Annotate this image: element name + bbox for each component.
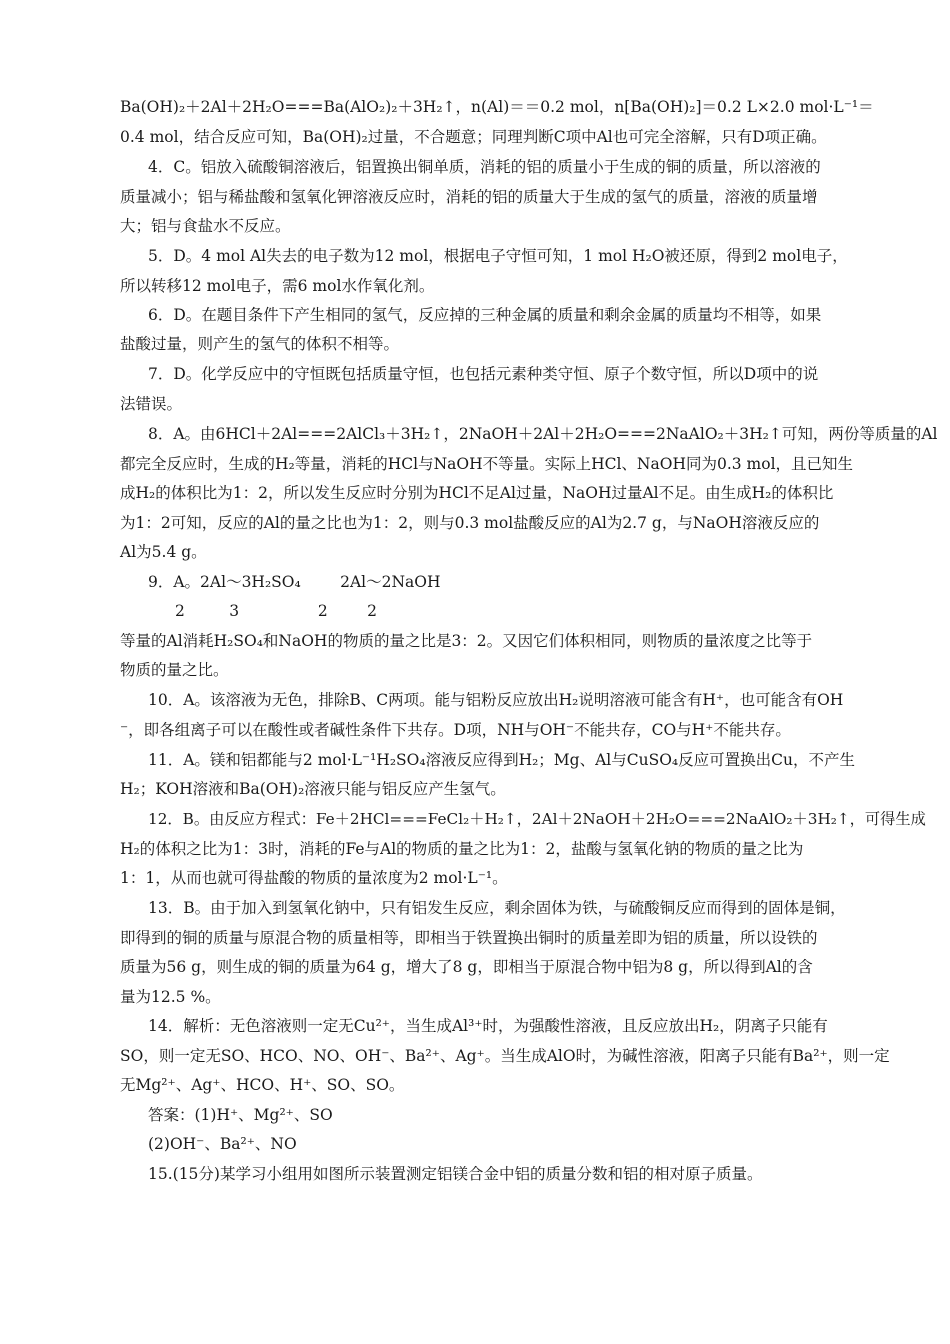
text-line: 无Mg²⁺、Ag⁺、HCO、H⁺、SO、SO。 xyxy=(120,1076,405,1094)
text-line: H₂的体积之比为1：3时，消耗的Fe与Al的物质的量之比为1：2，盐酸与氢氧化钠的物质的量之比为 xyxy=(120,840,804,858)
text-line: (2)OH⁻、Ba²⁺、NO xyxy=(148,1135,297,1153)
text-line: 都完全反应时，生成的H₂等量，消耗的HCl与NaOH不等量。实际上HCl、NaOH同为0.3 mol，且已知生 xyxy=(120,455,854,473)
text-line: 答案：(1)H⁺、Mg²⁺、SO xyxy=(148,1106,333,1124)
text-line: H₂；KOH溶液和Ba(OH)₂溶液只能与铝反应产生氢气。 xyxy=(120,780,506,798)
text-line: 9．A。2Al～3H₂SO₄ 2Al～2NaOH xyxy=(148,573,441,591)
text-line: 7．D。化学反应中的守恒既包括质量守恒，也包括元素种类守恒、原子个数守恒，所以D项中的说 xyxy=(148,365,819,383)
text-line: Ba(OH)₂＋2Al＋2H₂O===Ba(AlO₂)₂＋3H₂↑，n(Al)＝＝0.2 mol，n[Ba(OH)₂]＝0.2 L×2.0 mol·L⁻¹＝ xyxy=(120,98,874,116)
text-line: 11．A。镁和铝都能与2 mol·L⁻¹H₂SO₄溶液反应得到H₂；Mg、Al与CuSO₄反应可置换出Cu，不产生 xyxy=(148,751,855,769)
text-line: 10．A。该溶液为无色，排除B、C两项。能与铝粉反应放出H₂说明溶液可能含有H⁺，也可能含有OH xyxy=(148,691,844,709)
text-line: 5．D。4 mol Al失去的电子数为12 mol，根据电子守恒可知，1 mol H₂O被还原，得到2 mol电子， xyxy=(148,247,848,265)
text-line: 1：1，从而也就可得盐酸的物质的量浓度为2 mol·L⁻¹。 xyxy=(120,869,508,887)
text-line: 12．B。由反应方程式：Fe＋2HCl===FeCl₂＋H₂↑，2Al＋2NaOH＋2H₂O===2NaAlO₂＋3H₂↑，可得生成 xyxy=(148,810,926,828)
text-line: 4．C。铝放入硫酸铜溶液后，铝置换出铜单质，消耗的铝的质量小于生成的铜的质量，所以溶液的 xyxy=(148,158,821,176)
text-line: 14．解析：无色溶液则一定无Cu²⁺，当生成Al³⁺时，为强酸性溶液，且反应放出H₂，阴离子只能有 xyxy=(148,1017,828,1035)
text-line: 大；铝与食盐水不反应。 xyxy=(120,217,291,235)
text-line: 8．A。由6HCl＋2Al===2AlCl₃＋3H₂↑，2NaOH＋2Al＋2H₂O===2NaAlO₂＋3H₂↑可知，两份等质量的Al xyxy=(148,425,938,443)
text-line: SO，则一定无SO、HCO、NO、OH⁻、Ba²⁺、Ag⁺。当生成AlO时，为碱性溶液，阳离子只能有Ba²⁺，则一定 xyxy=(120,1047,890,1065)
text-line: 0.4 mol，结合反应可知，Ba(OH)₂过量，不合题意；同理判断C项中Al也可完全溶解，只有D项正确。 xyxy=(120,128,827,146)
text-line: 量为12.5 %。 xyxy=(120,988,221,1006)
text-line: 质量为56 g，则生成的铜的质量为64 g，增大了8 g，即相当于原混合物中铝为8 g，所以得到Al的含 xyxy=(120,958,813,976)
text-line: 所以转移12 mol电子，需6 mol水作氧化剂。 xyxy=(120,277,435,295)
text-line: 盐酸过量，则产生的氢气的体积不相等。 xyxy=(120,335,400,353)
text-line: 法错误。 xyxy=(120,395,183,413)
text-line: 13．B。由于加入到氢氧化钠中，只有铝发生反应，剩余固体为铁，与硫酸铜反应而得到的固体是铜， xyxy=(148,899,846,917)
text-line: 2 3 2 2 xyxy=(175,602,378,620)
text-line: 成H₂的体积比为1：2，所以发生反应时分别为HCl不足Al过量，NaOH过量Al不足。由生成H₂的体积比 xyxy=(120,484,834,502)
text-line: 质量减小；铝与稀盐酸和氢氧化钾溶液反应时，消耗的铝的质量大于生成的氢气的质量，溶液的质量增 xyxy=(120,188,818,206)
text-line: ⁻，即各组离子可以在酸性或者碱性条件下共存。D项，NH与OH⁻不能共存，CO与H⁺不能共存。 xyxy=(120,721,791,739)
text-line: 即得到的铜的质量与原混合物的质量相等，即相当于铁置换出铜时的质量差即为铝的质量，所以设铁的 xyxy=(120,929,818,947)
text-line: 等量的Al消耗H₂SO₄和NaOH的物质的量之比是3：2。又因它们体积相同，则物质的量浓度之比等于 xyxy=(120,632,813,650)
text-line: 物质的量之比。 xyxy=(120,661,229,679)
text-line: 15.(15分)某学习小组用如图所示装置测定铝镁合金中铝的质量分数和铝的相对原子质量。 xyxy=(148,1165,763,1183)
text-line: Al为5.4 g。 xyxy=(120,543,207,561)
text-line: 6．D。在题目条件下产生相同的氢气，反应掉的三种金属的质量和剩余金属的质量均不相等，如果 xyxy=(148,306,822,324)
text-line: 为1：2可知，反应的Al的量之比也为1：2，则与0.3 mol盐酸反应的Al为2.7 g，与NaOH溶液反应的 xyxy=(120,514,820,532)
